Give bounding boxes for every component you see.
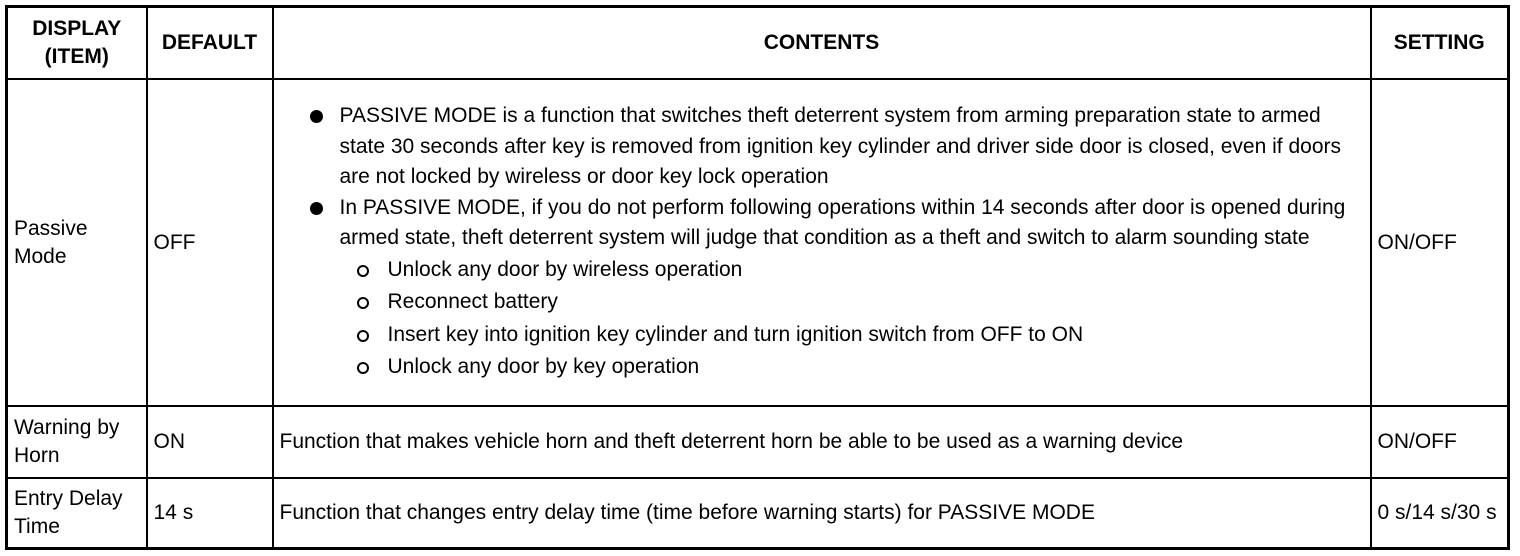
- circle-bullet-icon: [357, 297, 369, 309]
- bullet-text: PASSIVE MODE is a function that switches theft deterrent system from arming preparation state to armed state 30 seconds after key is removed from ignition key cylinder and driver side door is closed, even if doors are not locked by wireless or door key lock operation: [339, 104, 1341, 189]
- display-item: Passive Mode: [7, 79, 147, 406]
- header-display: DISPLAY (ITEM): [7, 7, 147, 80]
- default-value: 14 s: [147, 478, 273, 549]
- display-item: Entry Delay Time: [7, 478, 147, 549]
- table-row-passive-mode: [7, 79, 1509, 406]
- display-item: Warning by Horn: [7, 406, 147, 478]
- bullet-dot-icon: [310, 110, 323, 123]
- contents-cell: Function that changes entry delay time (time before warning starts) for PASSIVE MODE: [273, 478, 1371, 549]
- bullet-item: [310, 193, 1360, 384]
- bullet-dot-icon: [310, 202, 323, 215]
- sub-item-text: Unlock any door by key operation: [387, 355, 700, 379]
- table-row-warning-by-horn: [7, 406, 1509, 478]
- contents-cell: Function that makes vehicle horn and theft deterrent horn be able to be used as a warning device: [273, 406, 1371, 478]
- sub-item-text: Insert key into ignition key cylinder and turn ignition switch from OFF to ON: [387, 322, 1084, 346]
- sub-item-text: Reconnect battery: [387, 290, 558, 314]
- default-value: OFF: [147, 79, 273, 406]
- circle-bullet-icon: [357, 362, 369, 374]
- header-row: [7, 7, 1509, 80]
- contents-cell: [273, 79, 1371, 406]
- circle-bullet-icon: [357, 265, 369, 277]
- header-contents: CONTENTS: [273, 7, 1371, 80]
- settings-table: [5, 5, 1510, 550]
- header-setting: SETTING: [1371, 7, 1509, 80]
- circle-bullet-icon: [357, 330, 369, 342]
- sub-list: [340, 254, 1360, 384]
- sub-item: [356, 351, 1360, 384]
- setting-value: ON/OFF: [1371, 79, 1509, 406]
- sub-item: [356, 319, 1360, 352]
- bullet-list: [286, 101, 1360, 384]
- sub-item-text: Unlock any door by wireless operation: [387, 257, 743, 281]
- bullet-item: [310, 101, 1360, 193]
- header-default: DEFAULT: [147, 7, 273, 80]
- setting-value: ON/OFF: [1371, 406, 1509, 478]
- sub-item: [356, 254, 1360, 287]
- bullet-text: In PASSIVE MODE, if you do not perform following operations within 14 seconds after door is opened during armed state, theft deterrent system will judge that condition as a theft and switch to alarm sounding state: [339, 195, 1346, 250]
- table-row-entry-delay-time: [7, 478, 1509, 549]
- default-value: ON: [147, 406, 273, 478]
- setting-value: 0 s/14 s/30 s: [1371, 478, 1509, 549]
- sub-item: [356, 286, 1360, 319]
